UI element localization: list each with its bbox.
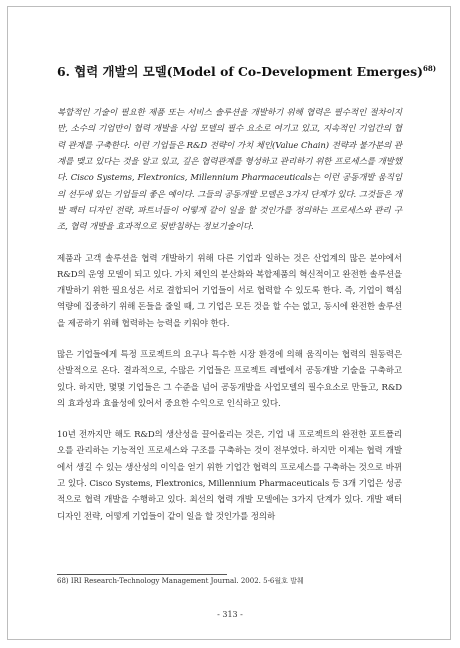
paragraph-3: 많은 기업들에게 특정 프로젝트의 요구나 특수한 시장 환경에 의해 움직이는 협력의 원동력은 산발적으로 온다. 결과적으로, 수많은 기업들은 프로젝트 레벨에서 공동개발 기술을 구축하고 있다. 하지만, 몇몇 기업들은 그 수준을 넘어 공동개발을 사업모델의 필수요소로 만들고, R&D의 효과성과 효율성에 있어서 중요한 수익으로 인식하고 있다. [57,349,402,409]
section-title [57,60,437,80]
footnote-reference: 68) [423,64,437,73]
document-body [57,60,437,540]
section-title-text: 6. 협력 개발의 모델(Model of Co-Development Emerges) [57,64,423,80]
footnote: 68) IRI Research-Technology Management Journal. 2002. 5-6월호 발췌 [57,577,304,585]
paragraph-2: 제품과 고객 솔루션을 협력 개발하기 위해 다른 기업과 일하는 것은 산업계의 많은 분야에서 R&D의 운영 모델이 되고 있다. 가치 체인의 분산화와 복합제품의 혁신적이고 완전한 솔루션을 개발하기 위한 필요성은 서로 결합되어 기업들이 서로 협력할 수 있도록 한다. 즉, 기업이 핵심 역량에 집중하기 위해 돈들을 줄일 때, 그 기업은 모든 것을 할 수는 없고, 동시에 완전한 솔루션을 제공하기 위해 협력하는 능력을 키워야 한다. [57,253,402,329]
paragraph-4: 10년 전까지만 해도 R&D의 생산성을 끌어올리는 것은, 기업 내 프로젝트의 완전한 포트폴리오를 관리하는 기능적인 프로세스와 구조를 구축하는 것이 전부였다. 하지만 이제는 협력 개발에서 생길 수 있는 생산성의 이익을 얻기 위한 기업간 협력의 프로세스를 구축하는 것으로 바뀌고 있다. Cisco Systems, Flextronics, Millennium Pharmaceuticals 등 3개 기업은 성공적으로 협력 개발을 수행하고 있다. 최선의 협력 개발 모델에는 3가지 단계가 있다. 개발 팩터 디자인 전략, 어떻게 기업들이 같이 일을 할 것인가를 정의하 [57,430,402,522]
page-number: - 313 - [217,610,243,619]
paragraph-1: 복합적인 기술이 필요한 제품 또는 서비스 솔루션을 개발하기 위해 협력은 필수적인 절차이지만, 소수의 기업만이 협력 개발을 사업 모델의 필수 요소로 여기고 있고, 지속적인 기업간의 협력 관계를 구축한다. 이런 기업들은 R&D 전략이 가치 체인(Value Chain) 전략과 불가분의 관계를 맺고 있다는 것을 알고 있고, 깊은 협력관계를 형성하고 관리하기 위한 프로세스를 개발했다. Cisco Systems, Flextronics, Millennium Pharmaceuticals는 이런 공동개발 움직임의 선두에 있는 기업들의 좋은 예이다. 그들의 공동개발 모델은 3가지 단계가 있다. 그것들은 개발 팩터 디자인 전략, 파트너들이 어떻게 같이 일을 할 것인가를 정의하는 프로세스와 관리 구조, 협력 개발을 효과적으로 뒷받침하는 정보기술이다. [57,108,402,233]
footnote-divider [57,574,227,575]
